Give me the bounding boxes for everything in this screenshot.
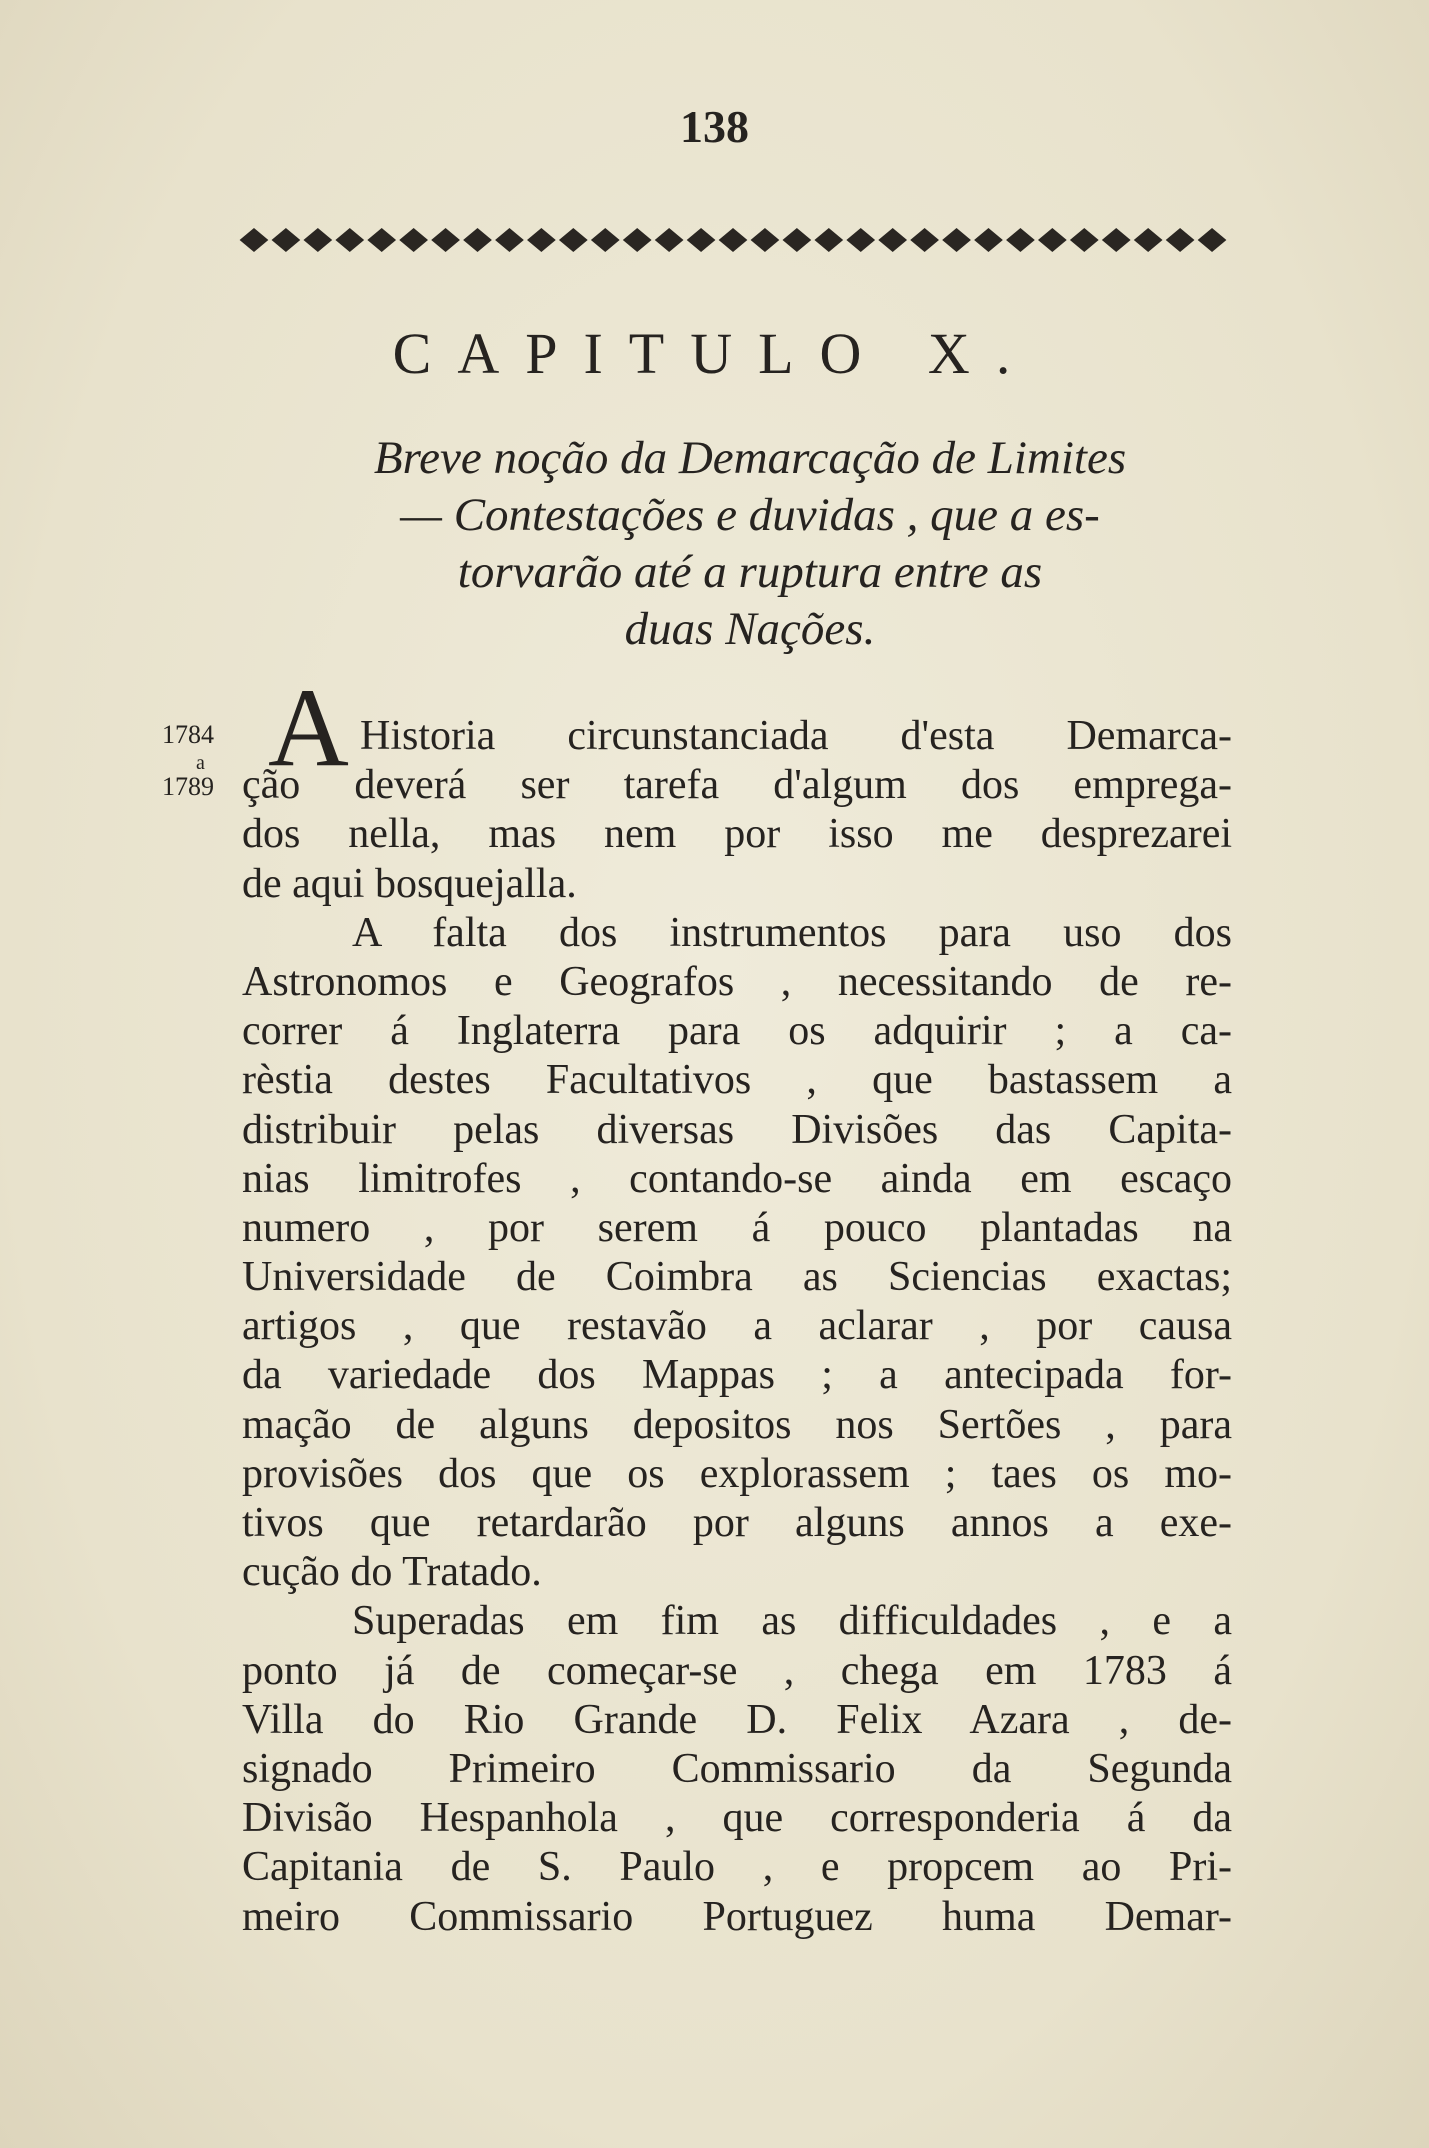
text-line [242, 1204, 1232, 1253]
text-line [242, 1401, 1232, 1450]
text-line [242, 1893, 1232, 1942]
text-line [242, 1056, 1232, 1105]
text-line [242, 1548, 1232, 1597]
ornament-diamond [1166, 228, 1195, 252]
ornament-diamond [303, 228, 332, 252]
text-line-content: de aqui bosquejalla. [242, 860, 577, 907]
ornament-diamond [878, 228, 907, 252]
ornament-diamond [974, 228, 1003, 252]
diamond-row-ornament-icon [238, 222, 1228, 258]
margin-year-separator: a [196, 752, 205, 774]
ornament-diamond [942, 228, 971, 252]
ornament-diamond [495, 228, 524, 252]
ornament-diamond [1070, 228, 1099, 252]
ornament-diamond [655, 228, 684, 252]
text-line-content: tivos que retardarão por alguns annos a exe- [242, 1500, 1232, 1546]
text-line-content: cução do Tratado. [242, 1549, 542, 1596]
ornament-diamond [559, 228, 588, 252]
text-line [242, 860, 1232, 909]
margin-year-start: 1784 [162, 720, 214, 749]
text-line-content: da variedade dos Mappas ; a antecipada for- [242, 1352, 1232, 1399]
ornament-diamond [527, 228, 556, 252]
ornament-diamond [431, 228, 460, 252]
text-line-content: rèstia destes Facultativos , que bastassem a [242, 1057, 1232, 1104]
text-line-content: dos nella, mas nem por isso me desprezarei [242, 811, 1232, 858]
text-line-content: Villa do Rio Grande D. Felix Azara , de- [242, 1696, 1232, 1743]
text-line-content: A falta dos instrumentos para uso dos [352, 909, 1232, 956]
text-line-content: nias limitrofes , contando-se ainda em escaço [242, 1155, 1232, 1202]
text-line [242, 1696, 1232, 1745]
ornament-diamond [623, 228, 652, 252]
text-line-content: distribuir pelas diversas Divisões das Capita- [242, 1106, 1232, 1153]
subtitle-line: torvarão até a ruptura entre as [457, 546, 1043, 598]
margin-year-end: 1789 [162, 772, 214, 801]
ornament-diamond [240, 228, 269, 252]
chapter-subtitle [290, 430, 1210, 658]
ornament-diamond [1134, 228, 1163, 252]
ornament-diamond [463, 228, 492, 252]
text-line [242, 909, 1232, 958]
text-line [242, 712, 1232, 761]
text-line-content: artigos , que restavão a aclarar , por causa [242, 1303, 1232, 1350]
text-line [242, 1351, 1232, 1400]
text-line [242, 761, 1232, 810]
ornament-diamond [367, 228, 396, 252]
text-line [242, 1106, 1232, 1155]
ornament-diamond [335, 228, 364, 252]
text-line-content: numero , por serem á pouco plantadas na [242, 1204, 1232, 1251]
chapter-title: CAPITULO X. [392, 321, 1037, 386]
ornament-diamond [1102, 228, 1131, 252]
ornament-diamond [751, 228, 780, 252]
ornament-diamond [1198, 228, 1227, 252]
text-line [242, 958, 1232, 1007]
body-text [242, 712, 1232, 1942]
text-line-content: mação de alguns depositos nos Sertões , para [242, 1401, 1232, 1448]
text-line [242, 1597, 1232, 1646]
ornament-diamond [272, 228, 301, 252]
text-line-content: Universidade de Coimbra as Sciencias exactas; [242, 1254, 1232, 1301]
ornament-diamond [719, 228, 748, 252]
text-line [242, 1007, 1232, 1056]
text-line-content: ção deverá ser tarefa d'algum dos emprega- [242, 762, 1232, 809]
text-line [242, 1647, 1232, 1696]
text-line-content: provisões dos que os explorassem ; taes os mo- [242, 1450, 1232, 1497]
ornament-diamond [814, 228, 843, 252]
subtitle-line: duas Nações. [624, 603, 876, 655]
text-line-content: signado Primeiro Commissario da Segunda [242, 1745, 1232, 1792]
text-line-content: Superadas em fim as difficuldades , e a [352, 1598, 1232, 1645]
text-line [242, 1302, 1232, 1351]
subtitle-line: Breve noção da Demarcação de Limites [373, 432, 1127, 484]
subtitle-line: — Contestações e duvidas , que a es- [400, 489, 1100, 541]
text-line-content: Historia circunstanciada d'esta Demarca- [360, 713, 1232, 759]
ornament-diamond [1006, 228, 1035, 252]
text-line [242, 1155, 1232, 1204]
text-line-content: meiro Commissario Portuguez huma Demar- [242, 1893, 1232, 1940]
text-line-content: correr á Inglaterra para os adquirir ; a ca- [242, 1008, 1232, 1055]
text-line [242, 1499, 1232, 1548]
text-line [242, 1450, 1232, 1499]
ornament-diamond [846, 228, 875, 252]
page-number: 138 [680, 101, 749, 152]
text-line-content: Capitania de S. Paulo , e propcem ao Pri- [242, 1844, 1232, 1891]
ornament-diamond [1038, 228, 1067, 252]
text-line [242, 810, 1232, 859]
ornament-diamond [910, 228, 939, 252]
text-line [242, 1843, 1232, 1892]
ornament-diamond [399, 228, 428, 252]
text-line [242, 1745, 1232, 1794]
text-line [242, 1794, 1232, 1843]
ornament-diamond [591, 228, 620, 252]
drop-cap: A [268, 666, 349, 790]
text-line-content: ponto já de começar-se , chega em 1783 á [242, 1647, 1232, 1694]
ornament-diamond [687, 228, 716, 252]
text-line-content: Astronomos e Geografos , necessitando de re- [242, 958, 1232, 1005]
text-line-content: Divisão Hespanhola , que corresponderia á da [242, 1795, 1232, 1842]
ornament-diamond [783, 228, 812, 252]
text-line [242, 1253, 1232, 1302]
